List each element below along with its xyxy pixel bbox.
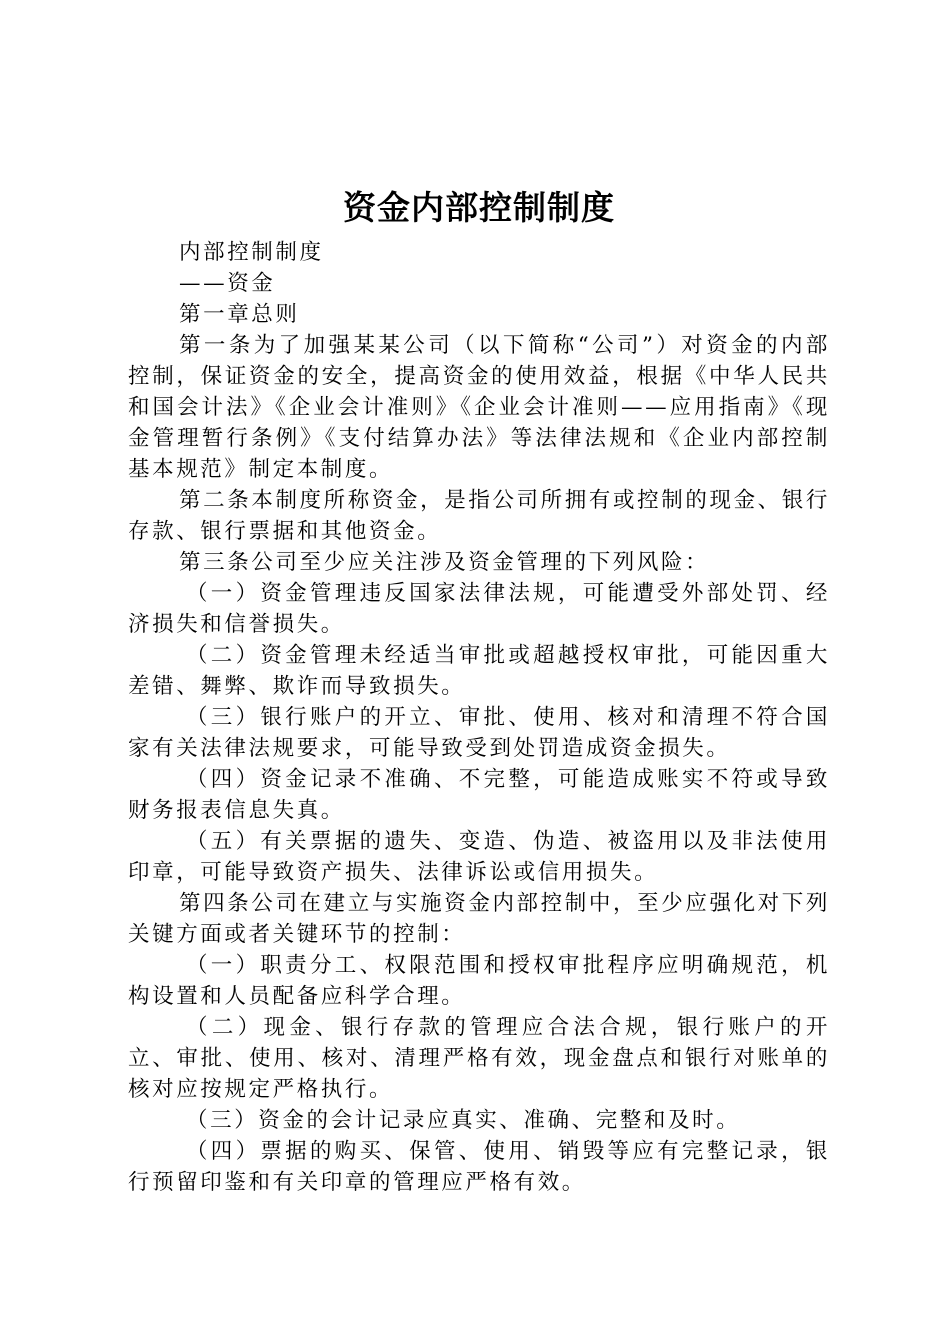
article-4-item-2: （二）现金、银行存款的管理应合法合规，银行账户的开立、审批、使用、核对、清理严格有效，现金盘点和银行对账单的核对应按规定严格执行。: [128, 1015, 830, 1102]
article-3-item-2: （二）资金管理未经适当审批或超越授权审批，可能因重大差错、舞弊、欺诈而导致损失。: [128, 643, 830, 699]
article-4-item-4: （四）票据的购买、保管、使用、销毁等应有完整记录，银行预留印鉴和有关印章的管理应严格有效。: [128, 1139, 830, 1195]
document-page: [128, 185, 830, 1198]
article-3-item-5: （五）有关票据的遗失、变造、伪造、被盗用以及非法使用印章，可能导致资产损失、法律诉讼或信用损失。: [128, 829, 830, 885]
article-3-item-1: （一）资金管理违反国家法律法规，可能遭受外部处罚、经济损失和信誉损失。: [128, 581, 830, 637]
article-3: 第三条公司至少应关注涉及资金管理的下列风险：: [179, 550, 710, 575]
paragraph-heading: 内部控制制度: [179, 240, 324, 265]
article-3-item-3: （三）银行账户的开立、审批、使用、核对和清理不符合国家有关法律法规要求，可能导致受到处罚造成资金损失。: [128, 705, 830, 761]
article-4-item-3: （三）资金的会计记录应真实、准确、完整和及时。: [186, 1108, 741, 1133]
document-title: 资金内部控制制度: [343, 188, 615, 227]
article-3-item-4: （四）资金记录不准确、不完整，可能造成账实不符或导致财务报表信息失真。: [128, 767, 830, 823]
chapter-heading: 第一章总则: [179, 302, 300, 327]
article-1: 第一条为了加强某某公司（以下简称“公司”）对资金的内部控制，保证资金的安全，提高资金的使用效益，根据《中华人民共和国会计法》《企业会计准则》《企业会计准则——应用指南》《现金管理暂行条例》《支付结算办法》等法律法规和《企业内部控制基本规范》制定本制度。: [128, 333, 830, 482]
article-2: 第二条本制度所称资金，是指公司所拥有或控制的现金、银行存款、银行票据和其他资金。: [128, 488, 830, 544]
article-4: 第四条公司在建立与实施资金内部控制中，至少应强化对下列关键方面或者关键环节的控制：: [128, 891, 830, 947]
article-4-item-1: （一）职责分工、权限范围和授权审批程序应明确规范，机构设置和人员配备应科学合理。: [128, 953, 830, 1009]
paragraph-subheading: ——资金: [179, 271, 276, 296]
